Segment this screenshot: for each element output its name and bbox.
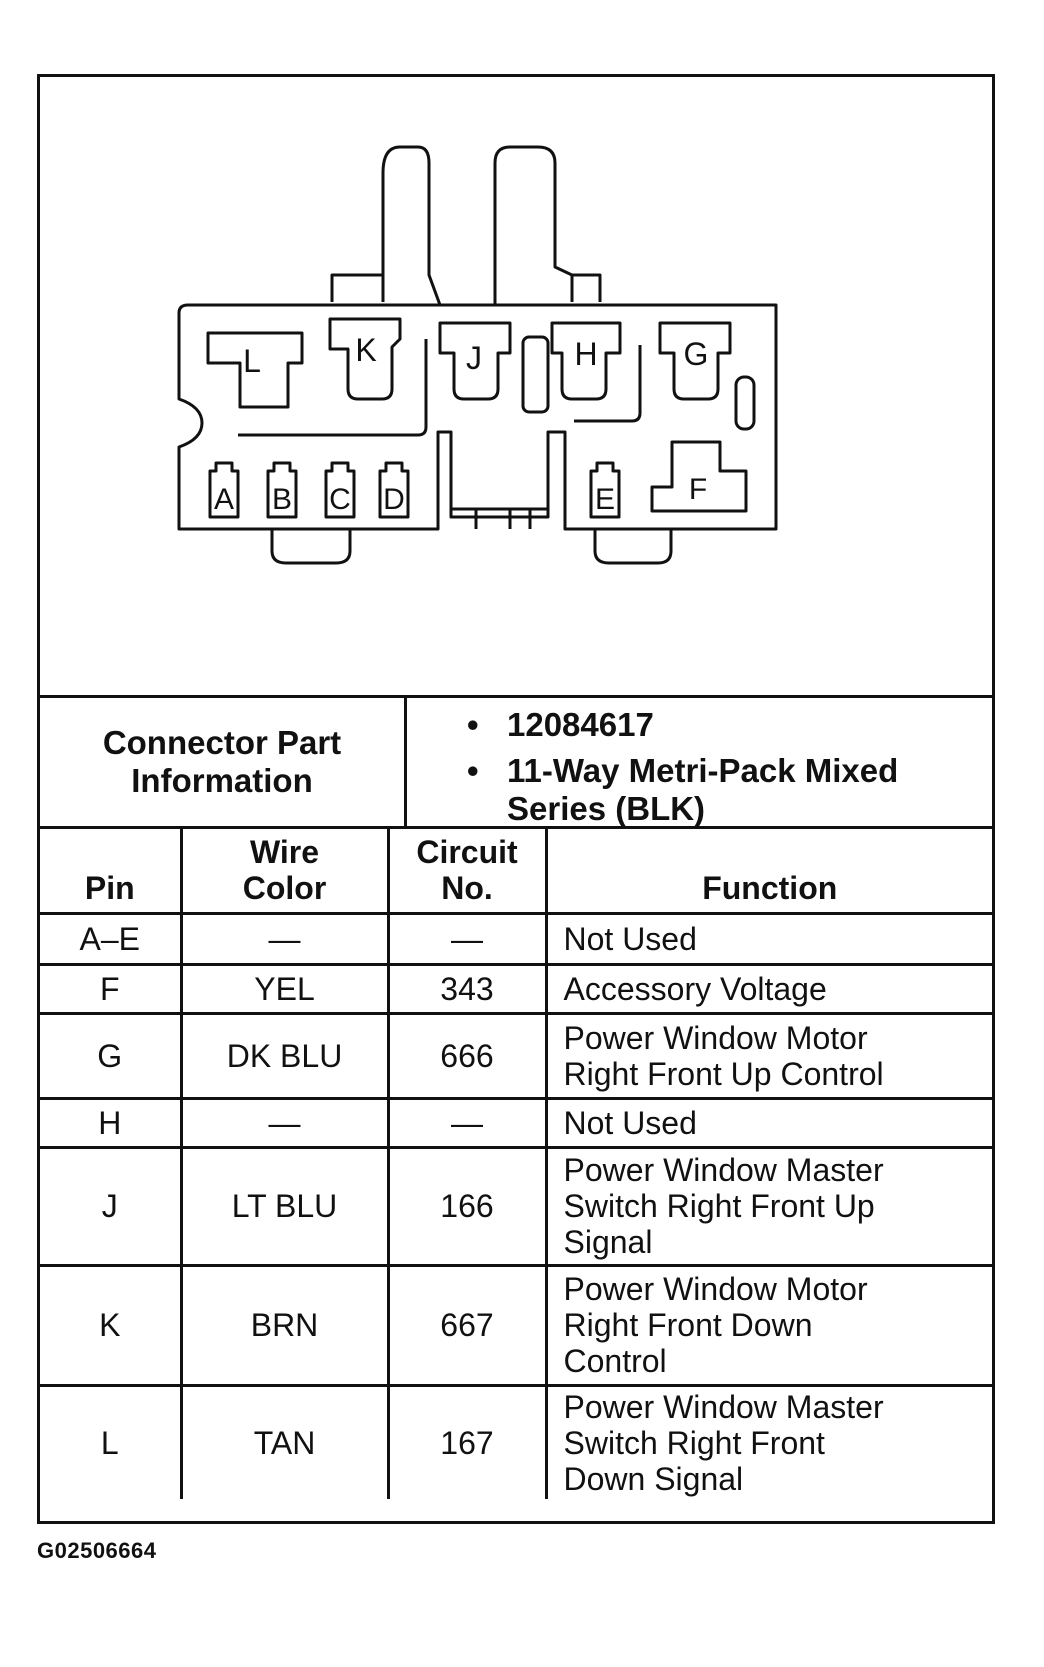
pin-cell: J (40, 1147, 181, 1265)
pin-cell: A–E (40, 913, 181, 964)
header-function (546, 829, 992, 913)
function-cell (546, 964, 992, 1013)
header-wire-color-line2: Color (242, 869, 327, 906)
pin-cavity-D (380, 463, 408, 517)
pin-cavity-F (652, 442, 746, 511)
connector-face-diagram (40, 77, 992, 695)
wire-color-cell: DK BLU (181, 1013, 388, 1098)
circuit-cell: 166 (388, 1147, 546, 1265)
header-pin-text: Pin (84, 869, 135, 906)
pin-label-A: A (213, 483, 235, 516)
part-description-line1: 11-Way Metri-Pack Mixed (507, 752, 899, 789)
wire-color-cell: BRN (181, 1265, 388, 1385)
table-row (40, 964, 992, 1013)
circuit-cell: — (388, 913, 546, 964)
pin-label-H: H (574, 336, 598, 372)
pin-cavity-B (268, 463, 296, 517)
part-description-line2: Series (BLK) (507, 790, 706, 827)
pin-label-G: G (683, 336, 709, 372)
table-row (40, 1013, 992, 1098)
function-cell (546, 913, 992, 964)
function-line: Power Window Motor (563, 1271, 868, 1307)
table-row (40, 1147, 992, 1265)
function-line: Power Window Master (563, 1388, 884, 1425)
header-wire-color-line1: Wire (249, 833, 320, 870)
function-line: Down Signal (563, 1460, 744, 1497)
wire-color-cell: LT BLU (181, 1147, 388, 1265)
function-line: Switch Right Front (563, 1424, 825, 1461)
pin-cell: F (40, 964, 181, 1013)
function-cell (546, 1098, 992, 1147)
pin-label-J: J (466, 340, 482, 376)
part-number-text: 12084617 (507, 706, 654, 743)
pin-cavity-A (210, 463, 238, 517)
table-row (40, 1385, 992, 1499)
function-line: Signal (563, 1224, 653, 1260)
part-number (467, 706, 992, 744)
pin-cavity-L (208, 333, 302, 407)
function-line: Switch Right Front Up (563, 1188, 875, 1224)
function-cell (546, 1265, 992, 1385)
header-circuit-line2: No. (441, 869, 493, 906)
pin-cavity-G (660, 323, 730, 399)
pin-label-E: E (594, 483, 616, 516)
info-label-line2: Information (131, 762, 313, 799)
table-row (40, 1098, 992, 1147)
function-line: Right Front Up Control (563, 1055, 884, 1092)
function-line: Accessory Voltage (563, 970, 827, 1007)
function-cell (546, 1013, 992, 1098)
circuit-cell: 666 (388, 1013, 546, 1098)
connector-sheet (37, 74, 995, 1524)
connector-bottom-tab-left (272, 529, 350, 563)
pin-cell: K (40, 1265, 181, 1385)
function-cell (546, 1385, 992, 1499)
pin-cavity-H (552, 323, 620, 399)
pin-label-L: L (243, 343, 261, 379)
pin-cell: G (40, 1013, 181, 1098)
table-row (40, 1265, 992, 1385)
circuit-cell: — (388, 1098, 546, 1147)
pin-cavity-C (326, 463, 354, 517)
pin-cavity-J (440, 323, 510, 399)
wire-color-cell: TAN (181, 1385, 388, 1499)
connector-part-info-label (40, 698, 407, 826)
wire-color-cell: YEL (181, 964, 388, 1013)
header-function-text: Function (702, 869, 838, 906)
function-line: Control (563, 1343, 667, 1379)
pin-label-B: B (271, 483, 293, 516)
pinout-header-row (40, 829, 992, 913)
function-line: Not Used (563, 920, 697, 957)
function-line: Power Window Motor (563, 1019, 868, 1056)
function-line: Right Front Down (563, 1307, 813, 1343)
wire-color-cell: — (181, 913, 388, 964)
connector-part-info (40, 695, 992, 829)
table-row (40, 913, 992, 964)
pin-cell: L (40, 1385, 181, 1499)
header-pin (40, 829, 181, 913)
circuit-cell: 343 (388, 964, 546, 1013)
info-label-line1: Connector Part (102, 724, 342, 761)
circuit-cell: 167 (388, 1385, 546, 1499)
function-line: Not Used (563, 1104, 697, 1141)
header-circuit-no (388, 829, 546, 913)
pin-label-K: K (355, 332, 377, 368)
connector-side-slot (736, 377, 754, 429)
pin-cell: H (40, 1098, 181, 1147)
header-circuit-line1: Circuit (416, 833, 518, 870)
pin-label-D: D (383, 483, 405, 516)
pin-cavity-E (591, 463, 619, 517)
pin-cavity-K (330, 319, 400, 399)
connector-bottom-tab-right (595, 529, 671, 563)
connector-latch-tabs (332, 147, 600, 305)
header-wire-color (181, 829, 388, 913)
function-line: Power Window Master (563, 1152, 884, 1188)
pinout-table (40, 829, 992, 1499)
document-id: G02506664 (37, 1538, 157, 1563)
circuit-cell: 667 (388, 1265, 546, 1385)
pin-label-F: F (688, 473, 708, 506)
connector-rail-left (238, 339, 426, 435)
wire-color-cell: — (181, 1098, 388, 1147)
pin-label-C: C (329, 483, 351, 516)
connector-part-info-values (407, 698, 992, 826)
function-cell (546, 1147, 992, 1265)
part-description (467, 752, 992, 828)
